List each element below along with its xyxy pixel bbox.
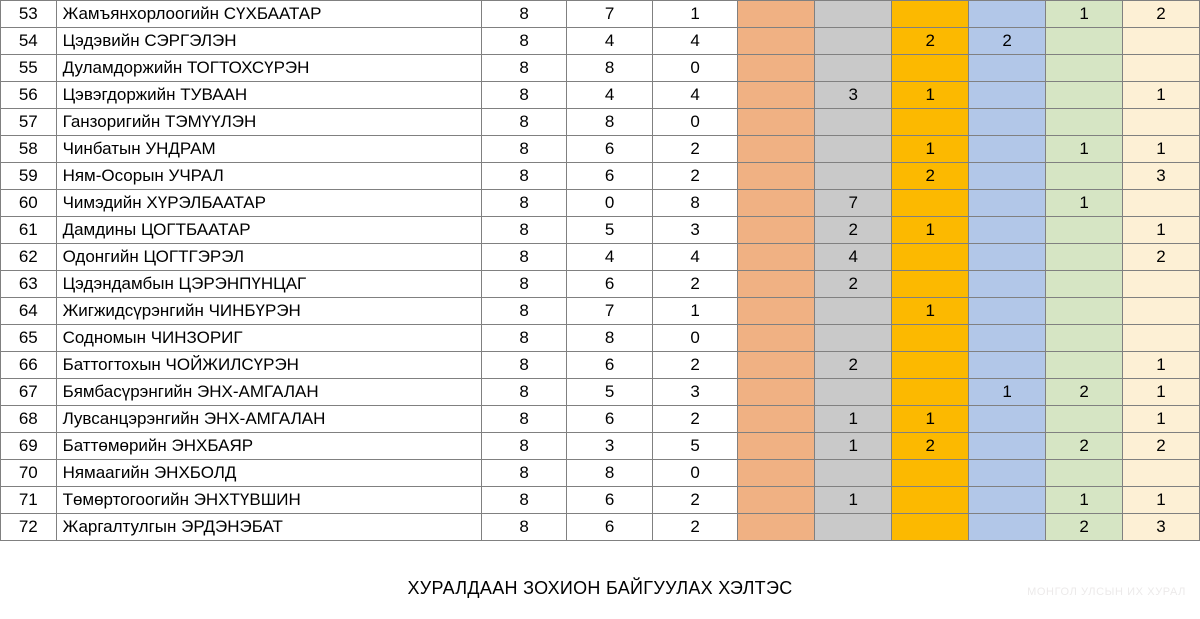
cell-g2: 2: [815, 217, 892, 244]
cell-g5: [1046, 82, 1123, 109]
cell-no: 2: [652, 136, 737, 163]
cell-yes: 6: [567, 163, 652, 190]
cell-g1: [738, 406, 815, 433]
cell-g1: [738, 244, 815, 271]
cell-g2: 2: [815, 271, 892, 298]
cell-g6: 1: [1123, 352, 1200, 379]
cell-g5: [1046, 325, 1123, 352]
table-row: [1, 28, 1200, 55]
cell-name: Баттогтохын ЧОЙЖИЛСҮРЭН: [56, 352, 481, 379]
cell-name: Цэвэгдоржийн ТУВААН: [56, 82, 481, 109]
cell-total: 8: [481, 82, 566, 109]
cell-g4: [969, 82, 1046, 109]
cell-g3: [892, 379, 969, 406]
cell-total: 8: [481, 271, 566, 298]
cell-g1: [738, 1, 815, 28]
cell-num: 56: [1, 82, 57, 109]
cell-g6: [1123, 325, 1200, 352]
cell-g2: [815, 55, 892, 82]
cell-total: 8: [481, 163, 566, 190]
cell-g4: [969, 136, 1046, 163]
cell-g6: [1123, 109, 1200, 136]
cell-g4: [969, 514, 1046, 541]
cell-yes: 6: [567, 514, 652, 541]
cell-g4: [969, 217, 1046, 244]
cell-g6: 2: [1123, 244, 1200, 271]
cell-name: Одонгийн ЦОГТГЭРЭЛ: [56, 244, 481, 271]
cell-g5: [1046, 28, 1123, 55]
cell-g3: 2: [892, 163, 969, 190]
cell-g5: 2: [1046, 514, 1123, 541]
cell-name: Ганзоригийн ТЭМҮҮЛЭН: [56, 109, 481, 136]
cell-name: Чимэдийн ХҮРЭЛБААТАР: [56, 190, 481, 217]
cell-g6: 1: [1123, 136, 1200, 163]
cell-total: 8: [481, 28, 566, 55]
cell-g4: [969, 109, 1046, 136]
cell-yes: 8: [567, 325, 652, 352]
table-row: [1, 136, 1200, 163]
cell-g5: [1046, 217, 1123, 244]
cell-g4: [969, 271, 1046, 298]
cell-yes: 6: [567, 136, 652, 163]
cell-no: 1: [652, 1, 737, 28]
cell-g6: 1: [1123, 406, 1200, 433]
cell-g3: 2: [892, 28, 969, 55]
cell-g4: [969, 244, 1046, 271]
cell-g2: [815, 136, 892, 163]
cell-g6: 1: [1123, 487, 1200, 514]
cell-yes: 5: [567, 379, 652, 406]
cell-g6: [1123, 271, 1200, 298]
cell-g2: 1: [815, 406, 892, 433]
cell-g5: [1046, 244, 1123, 271]
cell-no: 4: [652, 244, 737, 271]
cell-g6: [1123, 460, 1200, 487]
cell-num: 54: [1, 28, 57, 55]
cell-g6: [1123, 28, 1200, 55]
cell-g2: [815, 28, 892, 55]
cell-num: 60: [1, 190, 57, 217]
cell-num: 53: [1, 1, 57, 28]
cell-g4: [969, 55, 1046, 82]
cell-g3: [892, 271, 969, 298]
cell-g3: 1: [892, 136, 969, 163]
cell-g5: [1046, 406, 1123, 433]
cell-g6: [1123, 55, 1200, 82]
cell-no: 0: [652, 109, 737, 136]
table-row: [1, 460, 1200, 487]
cell-yes: 6: [567, 487, 652, 514]
cell-g6: [1123, 298, 1200, 325]
cell-g3: 1: [892, 82, 969, 109]
table-row: [1, 190, 1200, 217]
cell-g5: [1046, 298, 1123, 325]
cell-num: 57: [1, 109, 57, 136]
cell-g1: [738, 487, 815, 514]
cell-name: Содномын ЧИНЗОРИГ: [56, 325, 481, 352]
cell-g2: 1: [815, 487, 892, 514]
cell-g2: [815, 298, 892, 325]
watermark-label: МОНГОЛ УЛСЫН ИХ ХУРАЛ: [1027, 586, 1186, 598]
cell-no: 5: [652, 433, 737, 460]
cell-total: 8: [481, 1, 566, 28]
table-row: [1, 55, 1200, 82]
table-row: [1, 487, 1200, 514]
cell-num: 61: [1, 217, 57, 244]
cell-num: 69: [1, 433, 57, 460]
cell-num: 67: [1, 379, 57, 406]
cell-total: 8: [481, 244, 566, 271]
cell-g2: [815, 1, 892, 28]
table-row: [1, 406, 1200, 433]
cell-name: Дуламдоржийн ТОГТОХСҮРЭН: [56, 55, 481, 82]
cell-total: 8: [481, 136, 566, 163]
cell-yes: 6: [567, 406, 652, 433]
cell-name: Цэдэндамбын ЦЭРЭНПҮНЦАГ: [56, 271, 481, 298]
cell-g2: 1: [815, 433, 892, 460]
cell-g5: 1: [1046, 1, 1123, 28]
cell-yes: 8: [567, 460, 652, 487]
cell-num: 62: [1, 244, 57, 271]
cell-g6: 1: [1123, 82, 1200, 109]
cell-g3: 2: [892, 433, 969, 460]
cell-name: Жамъянхорлоогийн СҮХБААТАР: [56, 1, 481, 28]
cell-yes: 4: [567, 28, 652, 55]
cell-g5: 2: [1046, 433, 1123, 460]
cell-no: 4: [652, 82, 737, 109]
cell-g3: [892, 244, 969, 271]
cell-g3: 1: [892, 217, 969, 244]
cell-g4: [969, 406, 1046, 433]
cell-name: Жаргалтулгын ЭРДЭНЭБАТ: [56, 514, 481, 541]
cell-name: Нямаагийн ЭНХБОЛД: [56, 460, 481, 487]
cell-name: Ням-Осорын УЧРАЛ: [56, 163, 481, 190]
cell-g4: [969, 1, 1046, 28]
table-row: [1, 379, 1200, 406]
cell-no: 2: [652, 352, 737, 379]
cell-total: 8: [481, 325, 566, 352]
cell-g2: [815, 109, 892, 136]
cell-g5: [1046, 55, 1123, 82]
cell-num: 72: [1, 514, 57, 541]
cell-yes: 4: [567, 82, 652, 109]
cell-g5: 1: [1046, 487, 1123, 514]
cell-g1: [738, 514, 815, 541]
cell-g6: [1123, 190, 1200, 217]
cell-g6: 3: [1123, 514, 1200, 541]
cell-g3: [892, 460, 969, 487]
cell-g3: 1: [892, 298, 969, 325]
cell-no: 2: [652, 271, 737, 298]
cell-num: 58: [1, 136, 57, 163]
cell-g6: 1: [1123, 379, 1200, 406]
cell-yes: 8: [567, 109, 652, 136]
cell-yes: 4: [567, 244, 652, 271]
cell-name: Баттөмөрийн ЭНХБАЯР: [56, 433, 481, 460]
cell-g4: [969, 298, 1046, 325]
cell-g4: 1: [969, 379, 1046, 406]
cell-g4: [969, 190, 1046, 217]
cell-g3: [892, 514, 969, 541]
cell-num: 65: [1, 325, 57, 352]
cell-g2: 3: [815, 82, 892, 109]
cell-num: 68: [1, 406, 57, 433]
cell-total: 8: [481, 487, 566, 514]
cell-g4: [969, 352, 1046, 379]
cell-num: 66: [1, 352, 57, 379]
cell-g3: [892, 1, 969, 28]
cell-yes: 6: [567, 271, 652, 298]
cell-yes: 7: [567, 298, 652, 325]
cell-g5: [1046, 109, 1123, 136]
cell-g2: 2: [815, 352, 892, 379]
table-row: [1, 271, 1200, 298]
cell-g2: [815, 460, 892, 487]
cell-g3: [892, 487, 969, 514]
cell-g3: 1: [892, 406, 969, 433]
cell-no: 3: [652, 379, 737, 406]
cell-g1: [738, 82, 815, 109]
cell-g3: [892, 55, 969, 82]
cell-g3: [892, 190, 969, 217]
table-row: [1, 109, 1200, 136]
cell-g5: [1046, 460, 1123, 487]
cell-num: 64: [1, 298, 57, 325]
cell-num: 70: [1, 460, 57, 487]
cell-g1: [738, 433, 815, 460]
cell-yes: 7: [567, 1, 652, 28]
cell-g1: [738, 352, 815, 379]
cell-no: 2: [652, 406, 737, 433]
table-row: [1, 514, 1200, 541]
cell-g5: 2: [1046, 379, 1123, 406]
table-row: [1, 163, 1200, 190]
cell-g2: 4: [815, 244, 892, 271]
cell-g3: [892, 325, 969, 352]
cell-yes: 8: [567, 55, 652, 82]
cell-g1: [738, 28, 815, 55]
cell-g6: 3: [1123, 163, 1200, 190]
cell-g6: 1: [1123, 217, 1200, 244]
cell-g1: [738, 379, 815, 406]
cell-name: Чинбатын УНДРАМ: [56, 136, 481, 163]
cell-g1: [738, 55, 815, 82]
cell-g2: [815, 163, 892, 190]
cell-total: 8: [481, 514, 566, 541]
cell-total: 8: [481, 433, 566, 460]
cell-name: Жигжидсүрэнгийн ЧИНБҮРЭН: [56, 298, 481, 325]
cell-no: 3: [652, 217, 737, 244]
cell-no: 1: [652, 298, 737, 325]
cell-g1: [738, 298, 815, 325]
cell-g1: [738, 136, 815, 163]
table-row: [1, 433, 1200, 460]
cell-g4: [969, 433, 1046, 460]
cell-no: 0: [652, 325, 737, 352]
table-row: [1, 244, 1200, 271]
cell-g4: [969, 325, 1046, 352]
cell-g3: [892, 109, 969, 136]
cell-name: Цэдэвийн СЭРГЭЛЭН: [56, 28, 481, 55]
table-row: [1, 82, 1200, 109]
cell-g1: [738, 109, 815, 136]
cell-total: 8: [481, 55, 566, 82]
cell-num: 71: [1, 487, 57, 514]
cell-yes: 0: [567, 190, 652, 217]
cell-no: 2: [652, 163, 737, 190]
cell-num: 59: [1, 163, 57, 190]
cell-num: 63: [1, 271, 57, 298]
cell-g5: [1046, 163, 1123, 190]
cell-total: 8: [481, 190, 566, 217]
cell-g4: [969, 487, 1046, 514]
cell-name: Дамдины ЦОГТБААТАР: [56, 217, 481, 244]
cell-total: 8: [481, 406, 566, 433]
cell-name: Лувсанцэрэнгийн ЭНХ-АМГАЛАН: [56, 406, 481, 433]
cell-g2: [815, 379, 892, 406]
cell-g4: [969, 163, 1046, 190]
cell-g5: [1046, 271, 1123, 298]
cell-g2: 7: [815, 190, 892, 217]
cell-total: 8: [481, 109, 566, 136]
cell-g3: [892, 352, 969, 379]
cell-no: 2: [652, 487, 737, 514]
cell-no: 8: [652, 190, 737, 217]
cell-g1: [738, 217, 815, 244]
cell-yes: 3: [567, 433, 652, 460]
cell-g4: 2: [969, 28, 1046, 55]
cell-num: 55: [1, 55, 57, 82]
cell-no: 0: [652, 460, 737, 487]
table-row: [1, 1, 1200, 28]
cell-total: 8: [481, 460, 566, 487]
cell-g6: 2: [1123, 433, 1200, 460]
cell-no: 4: [652, 28, 737, 55]
table-row: [1, 352, 1200, 379]
cell-yes: 5: [567, 217, 652, 244]
cell-yes: 6: [567, 352, 652, 379]
cell-no: 0: [652, 55, 737, 82]
cell-g2: [815, 325, 892, 352]
cell-name: Бямбасүрэнгийн ЭНХ-АМГАЛАН: [56, 379, 481, 406]
cell-total: 8: [481, 298, 566, 325]
cell-g1: [738, 325, 815, 352]
cell-g5: [1046, 352, 1123, 379]
cell-g5: 1: [1046, 136, 1123, 163]
cell-total: 8: [481, 217, 566, 244]
cell-g1: [738, 460, 815, 487]
cell-g2: [815, 514, 892, 541]
cell-g4: [969, 460, 1046, 487]
cell-g1: [738, 271, 815, 298]
cell-g5: 1: [1046, 190, 1123, 217]
table-row: [1, 325, 1200, 352]
cell-total: 8: [481, 379, 566, 406]
table-body: [1, 1, 1200, 541]
footer-caption: ХУРАЛДААН ЗОХИОН БАЙГУУЛАХ ХЭЛТЭС: [407, 578, 793, 598]
cell-g1: [738, 163, 815, 190]
cell-g6: 2: [1123, 1, 1200, 28]
table-row: [1, 217, 1200, 244]
cell-no: 2: [652, 514, 737, 541]
table-row: [1, 298, 1200, 325]
cell-total: 8: [481, 352, 566, 379]
cell-g1: [738, 190, 815, 217]
cell-name: Төмөртогоогийн ЭНХТҮВШИН: [56, 487, 481, 514]
